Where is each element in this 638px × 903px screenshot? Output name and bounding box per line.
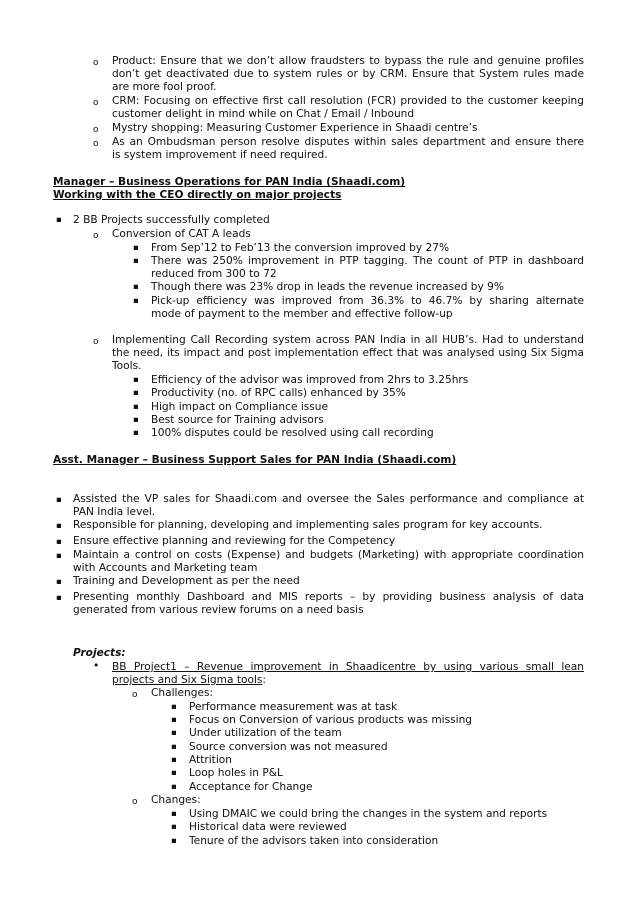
section-heading: Asst. Manager – Business Support Sales for PAN India (Shaadi.com) [53,454,457,466]
list-item: Product: Ensure that we don’t allow fraudsters to bypass the rule and genuine profiles [112,55,584,67]
project-title-colon: : [262,674,266,686]
square-bullet-icon: ▪ [133,375,139,385]
list-item: Pick-up efficiency was improved from 36.3% to 46.7% by sharing alternate [151,295,584,307]
square-bullet-icon: ▪ [56,593,62,603]
square-bullet-icon: ▪ [171,809,177,819]
project-title: BB Project1 – Revenue improvement in Shaadicentre by using various small lean [112,661,584,673]
square-bullet-icon: ▪ [133,282,139,292]
list-item: the need, its impact and post implementation effect that was analysed using Six Sigma [112,347,584,359]
square-bullet-icon: ▪ [171,702,177,712]
square-bullet-icon: ▪ [133,388,139,398]
square-bullet-icon: ▪ [171,728,177,738]
list-item: Implementing Call Recording system across PAN India in all HUB’s. Had to understand [112,334,584,346]
list-item: customer delight in mind while on Chat / Email / Inbound [112,108,415,120]
list-item: From Sep’12 to Feb’13 the conversion improved by 27% [151,242,450,254]
circle-bullet-icon: o [93,231,99,241]
square-bullet-icon: ▪ [133,243,139,253]
list-item: Responsible for planning, developing and implementing sales program for key accounts. [73,519,543,531]
square-bullet-icon: ▪ [133,256,139,266]
list-item: Assisted the VP sales for Shaadi.com and oversee the Sales performance and compliance at [73,493,584,505]
round-bullet-icon: • [93,660,100,672]
list-item: Focus on Conversion of various products was missing [189,714,473,726]
square-bullet-icon: ▪ [56,577,62,587]
list-item: with Accounts and Marketing team [73,562,258,574]
list-item: Tools. [112,360,142,372]
square-bullet-icon: ▪ [133,415,139,425]
list-item: Source conversion was not measured [189,741,388,753]
projects-title: Projects: [73,647,126,659]
list-item: There was 250% improvement in PTP tagging. The count of PTP in dashboard [151,255,584,267]
list-item: Efficiency of the advisor was improved from 2hrs to 3.25hrs [151,374,469,386]
list-item: Performance measurement was at task [189,701,398,713]
square-bullet-icon: ▪ [56,495,62,505]
list-item: are more fool proof. [112,81,217,93]
list-item: High impact on Compliance issue [151,401,329,413]
circle-bullet-icon: o [93,125,99,135]
list-item: Attrition [189,754,232,766]
circle-bullet-icon: o [132,690,138,700]
square-bullet-icon: ▪ [171,742,177,752]
list-item: Loop holes in P&L [189,767,283,779]
square-bullet-icon: ▪ [133,428,139,438]
list-item: mode of payment to the member and effective follow-up [151,308,453,320]
list-item: Mystry shopping: Measuring Customer Experience in Shaadi centre’s [112,122,478,134]
circle-bullet-icon: o [93,337,99,347]
circle-bullet-icon: o [93,58,99,68]
list-item: Presenting monthly Dashboard and MIS reports – by providing business analysis of data [73,591,584,603]
circle-bullet-icon: o [132,797,138,807]
list-item: Best source for Training advisors [151,414,324,426]
list-item: Ensure effective planning and reviewing for the Competency [73,535,396,547]
square-bullet-icon: ▪ [56,521,62,531]
square-bullet-icon: ▪ [56,551,62,561]
square-bullet-icon: ▪ [56,537,62,547]
list-item: Training and Development as per the need [73,575,300,587]
square-bullet-icon: ▪ [171,755,177,765]
section-heading: Manager – Business Operations for PAN India (Shaadi.com) [53,176,406,188]
square-bullet-icon: ▪ [56,215,62,225]
project-title-text: projects and Six Sigma tools [112,674,263,686]
list-item: Under utilization of the team [189,727,342,739]
square-bullet-icon: ▪ [171,782,177,792]
list-item: Historical data were reviewed [189,821,347,833]
project-title [112,674,266,687]
list-item: 100% disputes could be resolved using call recording [151,427,434,439]
list-item: Productivity (no. of RPC calls) enhanced by 35% [151,387,406,399]
list-item: Tenure of the advisors taken into consideration [189,835,439,847]
list-item: Using DMAIC we could bring the changes in the system and reports [189,808,548,820]
list-item: CRM: Focusing on effective first call resolution (FCR) provided to the customer keeping [112,95,584,107]
square-bullet-icon: ▪ [171,822,177,832]
square-bullet-icon: ▪ [171,768,177,778]
list-item: Conversion of CAT A leads [112,228,251,240]
list-item: Though there was 23% drop in leads the revenue increased by 9% [151,281,504,293]
square-bullet-icon: ▪ [133,402,139,412]
square-bullet-icon: ▪ [133,296,139,306]
square-bullet-icon: ▪ [171,715,177,725]
section-subheading: Working with the CEO directly on major projects [53,189,342,201]
list-item: Maintain a control on costs (Expense) and budgets (Marketing) with appropriate coordination [73,549,584,561]
challenges-label: Challenges: [151,687,214,699]
circle-bullet-icon: o [93,98,99,108]
list-item: Acceptance for Change [189,781,313,793]
list-item: reduced from 300 to 72 [151,268,277,280]
circle-bullet-icon: o [93,139,99,149]
list-item: As an Ombudsman person resolve disputes within sales department and ensure there [112,136,584,148]
list-item: PAN India level. [73,506,156,518]
list-item: generated from various review forums on a need basis [73,604,364,616]
square-bullet-icon: ▪ [171,836,177,846]
list-item: 2 BB Projects successfully completed [73,214,270,226]
list-item: is system improvement if need required. [112,149,328,161]
list-item: don’t get deactivated due to system rules or by CRM. Ensure that System rules made [112,68,584,80]
changes-label: Changes: [151,794,201,806]
